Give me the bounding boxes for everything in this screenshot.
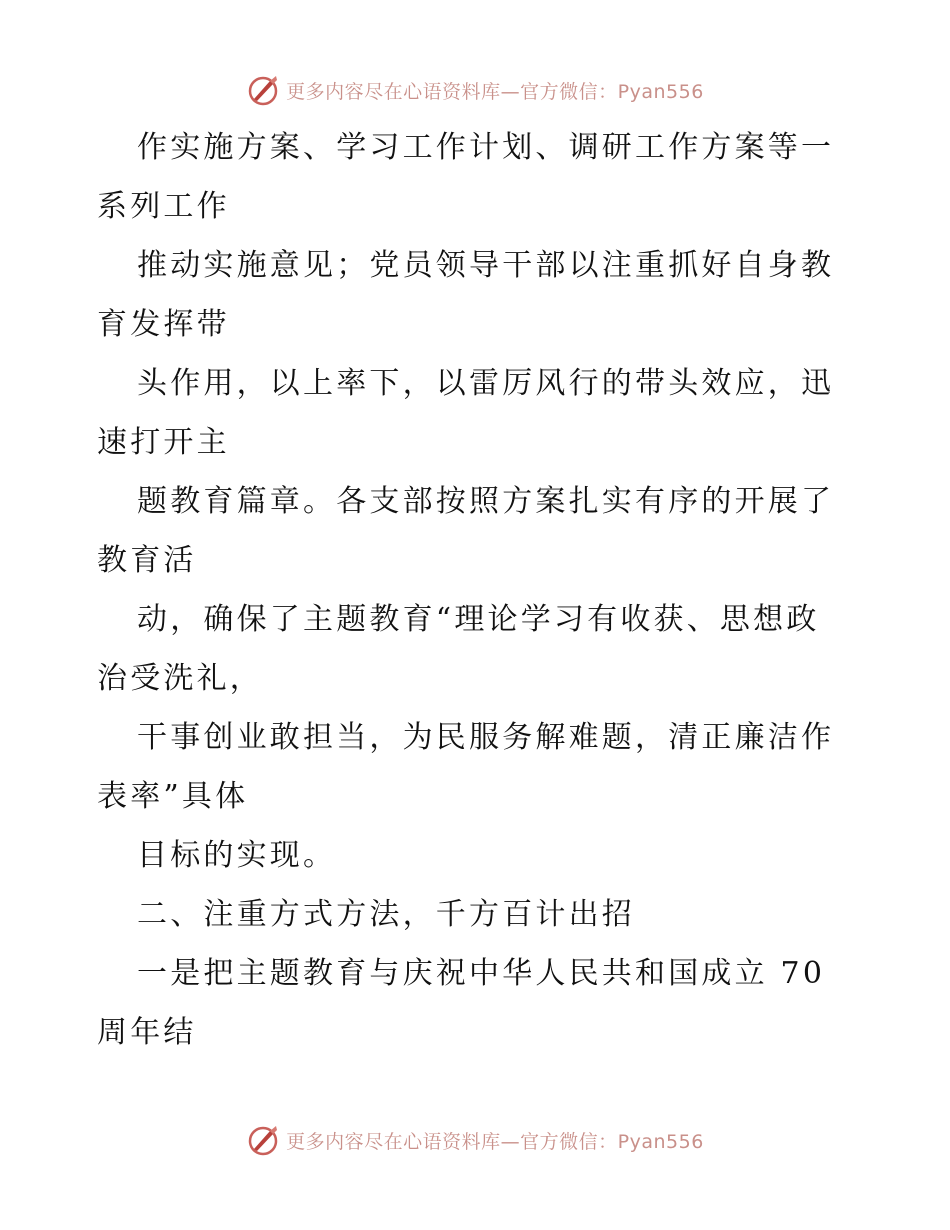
paragraph-line: 目标的实现。 (137, 838, 337, 873)
paragraph-line: 一是把主题教育与庆祝中华人民共和国成立 70 (137, 956, 826, 991)
paragraph-line: 作实施方案、学习工作计划、调研工作方案等一 (137, 130, 835, 165)
header-watermark (0, 70, 950, 110)
paragraph-line: 头作用，以上率下，以雷厉风行的带头效应，迅 (137, 366, 835, 401)
footer-watermark (0, 1120, 950, 1160)
quill-pen-logo-icon (246, 1123, 280, 1157)
paragraph-line: 动，确保了主题教育“理论学习有收获、思想政 (137, 602, 820, 637)
document-body (97, 118, 857, 1062)
paragraph-line: 育发挥带 (97, 307, 230, 342)
quill-pen-logo-icon (246, 73, 280, 107)
paragraph-line: 题教育篇章。各支部按照方案扎实有序的开展了 (137, 484, 835, 519)
paragraph-line: 周年结 (97, 1015, 197, 1050)
watermark-text: 更多内容尽在心语资料库—官方微信：Pyan556 (286, 1130, 704, 1153)
paragraph-line: 干事创业敢担当，为民服务解难题，清正廉洁作 (137, 720, 835, 755)
paragraph-line: 表率”具体 (97, 779, 249, 814)
paragraph-line: 治受洗礼， (97, 661, 263, 696)
paragraph-line: 速打开主 (97, 425, 230, 460)
paragraph-line: 系列工作 (97, 189, 230, 224)
watermark-text: 更多内容尽在心语资料库—官方微信：Pyan556 (286, 80, 704, 103)
paragraph-line: 教育活 (97, 543, 197, 578)
paragraph-line: 二、注重方式方法，千方百计出招 (137, 897, 635, 932)
paragraph-line: 推动实施意见；党员领导干部以注重抓好自身教 (137, 248, 835, 283)
